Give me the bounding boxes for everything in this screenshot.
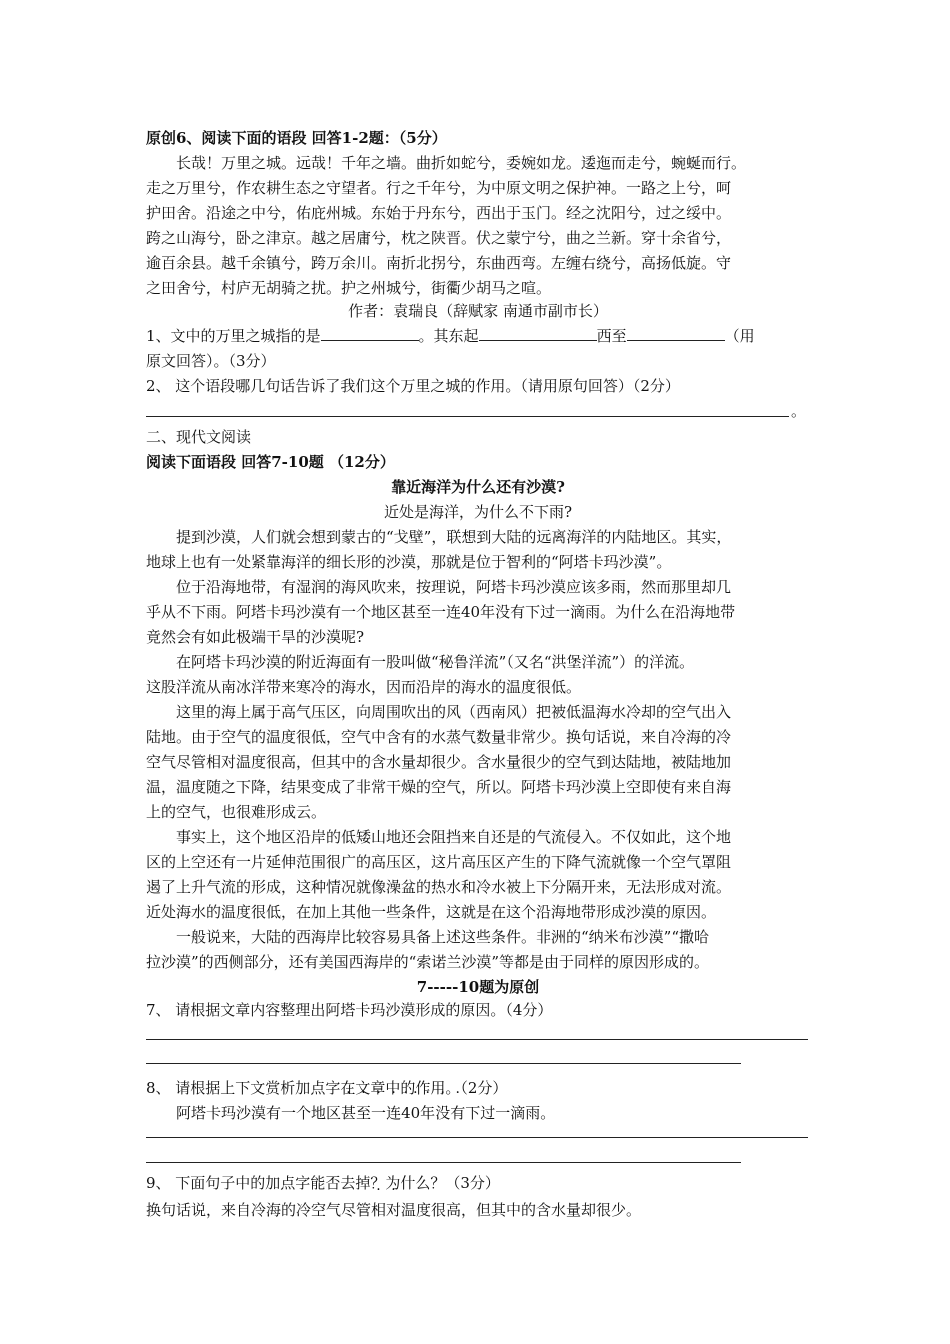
article-line: 空气尽管相对温度很高，但其中的含水量却很少。含水量很少的空气到达陆地，被陆地加 <box>146 753 732 771</box>
article-line: 上的空气，也很难形成云。 <box>146 803 327 821</box>
emphasis-dotted-char: 相 <box>371 1201 387 1219</box>
original-note: 7-----10题为原创 <box>416 978 540 996</box>
question-2: 2、 这个语段哪几句话告诉了我们这个万里之城的作用。（请用原句回答）（2分） <box>146 377 680 395</box>
emphasis-dotted-char: 4 · <box>401 1101 411 1126</box>
article-line: 事实上，这个地区沿岸的低矮山地还会阻挡来自还是的气流侵入。不仅如此，这个地 <box>176 828 732 846</box>
section-heading: 阅读下面语段 回答7-10题 （12分） <box>146 453 395 471</box>
article-line: 乎从不下雨。阿塔卡玛沙漠有一个地区甚至一连40年没有下过一滴雨。为什么在沿海地带 <box>146 603 736 621</box>
passage-line: 跨之山海兮，卧之津京。越之居庸兮，枕之陕晋。伏之蒙宁兮，曲之兰新。穿十余省兮， <box>146 229 732 247</box>
q7-answer-line[interactable] <box>146 1039 808 1040</box>
question-1 <box>146 324 755 349</box>
article-line: 陆地。由于空气的温度很低，空气中含有的水蒸气数量非常少。换句话说，来自冷海的冷 <box>146 728 732 746</box>
article-line: 在阿塔卡玛沙漠的附近海面有一股叫做“秘鲁洋流”（又名“洪堡洋流”）的洋流。 <box>176 653 695 671</box>
passage-line: 走之万里兮，作农耕生态之守望者。行之千年兮，为中原文明之保护神。一路之上兮，呵 <box>146 179 732 197</box>
q1-blank-west[interactable] <box>627 325 725 341</box>
question-7: 7、 请根据文章内容整理出阿塔卡玛沙漠形成的原因。（4分） <box>146 1001 553 1019</box>
section-title: 二、现代文阅读 <box>146 428 252 446</box>
q8-dotted-words <box>341 1104 465 1122</box>
article-line: 竟然会有如此极端干旱的沙漠呢? <box>146 628 365 646</box>
emphasis-dotted-char: 对 <box>386 1201 402 1219</box>
q8-answer-line[interactable] <box>146 1162 741 1163</box>
article-line: 位于沿海地带，有湿润的海风吹来，按理说，阿塔卡玛沙漠应该多雨，然而那里却几 <box>176 578 732 596</box>
emphasis-dotted-char: 没 <box>435 1104 451 1122</box>
article-line: 近处海水的温度很低，在加上其他一些条件，这就是在这个沿海地带形成沙漠的原因。 <box>146 903 717 921</box>
emphasis-dotted-char: 年 <box>420 1104 436 1122</box>
article-subtitle: 近处是海洋，为什么不下雨? <box>383 503 573 521</box>
q6-passage <box>146 151 810 301</box>
emphasis-dotted-char: 有 <box>450 1104 466 1122</box>
emphasis-dotted-char: 甚 <box>341 1104 357 1122</box>
article-body <box>146 525 810 975</box>
emphasis-dotted-char: 连 <box>386 1104 402 1122</box>
q6-heading: 原创6、阅读下面的语段 回答1-2题：（5分） <box>146 129 447 147</box>
passage-line: 逾百余县。越千余镇兮，跨万余川。南折北拐兮，东曲西弯。左缠右绕兮，高扬低旋。守 <box>146 254 732 272</box>
q9-sentence <box>146 1198 641 1223</box>
q9-sentence-post: 温度很高，但其中的含水量却很少。 <box>401 1201 642 1219</box>
q8-sentence <box>146 1101 555 1126</box>
article-line: 区的上空还有一片延伸范围很广的高压区，这片高压区产生的下降气流就像一个空气罩阻 <box>146 853 732 871</box>
article-line: 提到沙漠，人们就会想到蒙古的“戈壁”，联想到大陆的远离海洋的内陆地区。其实， <box>176 528 732 546</box>
q2-period: 。 <box>791 402 807 420</box>
q8-sentence-pre: 阿塔卡玛沙漠有一个地区 <box>176 1104 342 1122</box>
q1-text-b: 。其东起 <box>418 327 479 345</box>
article-line: 这股洋流从南冰洋带来寒冷的海水，因而沿岸的海水的温度很低。 <box>146 678 582 696</box>
author-line: 作者：袁瑞良（辞赋家 南通市副市长） <box>348 302 608 320</box>
question-8: 8、 请根据上下文赏析加点字在文章中的作用。（2分） <box>146 1079 508 1097</box>
article-line: 温，温度随之下降，结果变成了非常干燥的空气，所以。阿塔卡玛沙漠上空即使有来自海 <box>146 778 732 796</box>
article-line: 地球上也有一处紧靠海洋的细长形的沙漠，那就是位于智利的“阿塔卡玛沙漠”。 <box>146 553 672 571</box>
q8-answer-line[interactable] <box>146 1137 808 1138</box>
emphasis-dotted-char: 0 · <box>411 1101 421 1126</box>
question-1-cont: 原文回答）。（3分） <box>146 352 276 370</box>
q7-answer-line[interactable] <box>146 1063 741 1064</box>
question-9: 9、 下面句子中的加点字能否去掉？为什么？（3分） <box>146 1174 500 1192</box>
passage-line: 护田舍。沿途之中兮，佑庇州城。东始于丹东兮，西出于玉门。经之沈阳兮，过之绥中。 <box>146 204 732 222</box>
q1-blank-east[interactable] <box>479 325 597 341</box>
q1-text-a: 1、文中的万里之城指的是 <box>146 327 321 345</box>
emphasis-dotted-char: 一 <box>371 1104 387 1122</box>
passage-line: 之田舍兮，村庐无胡骑之扰。护之州城兮，街衢少胡马之喧。 <box>146 279 552 297</box>
passage-line: 长哉！万里之城。远哉！千年之墙。曲折如蛇兮，委婉如龙。逶迤而走兮，蜿蜒而行。 <box>176 154 747 172</box>
q1-text-c: 西至 <box>596 327 627 345</box>
emphasis-dotted-char: 至 <box>356 1104 372 1122</box>
article-line: 遏了上升气流的形成，这种情况就像澡盆的热水和冷水被上下分隔开来，无法形成对流。 <box>146 878 732 896</box>
q2-answer-line[interactable] <box>146 416 789 417</box>
q1-blank-city[interactable] <box>321 325 419 341</box>
q9-sentence-pre: 换句话说，来自冷海的冷空气尽管 <box>146 1201 372 1219</box>
article-title: 靠近海洋为什么还有沙漠? <box>391 478 565 496</box>
article-line: 这里的海上属于高气压区，向周围吹出的风（西南风）把被低温海水冷却的空气出入 <box>176 703 732 721</box>
article-line: 拉沙漠”的西侧部分，还有美国西海岸的“索诺兰沙漠”等都是由于同样的原因形成的。 <box>146 953 710 971</box>
q8-sentence-post: 下过一滴雨。 <box>465 1104 556 1122</box>
article-line: 一般说来，大陆的西海岸比较容易具备上述这些条件。非洲的“纳米布沙漠”“撒哈 <box>176 928 710 946</box>
q1-text-d: （用 <box>724 327 755 345</box>
q9-dotted-words <box>371 1201 401 1219</box>
